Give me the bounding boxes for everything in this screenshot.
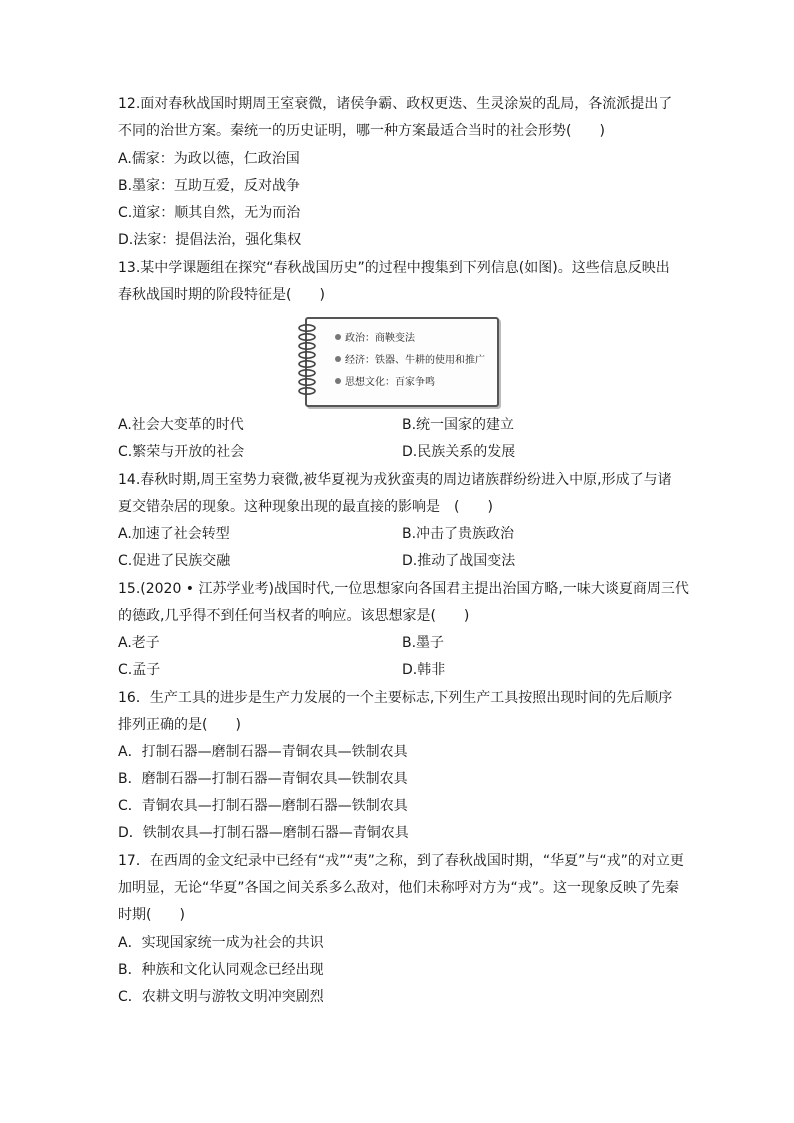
q13-option-b: B.统一国家的建立 [402, 417, 515, 433]
q13-option-a: A.社会大变革的时代 [118, 417, 244, 433]
q16-stem-line-2: 排列正确的是( ) [118, 717, 241, 733]
q12-stem-line-1: 12.面对春秋战国时期周王室衰微，诸侯争霸、政权更迭、生灵涂炭的乱局，各流派提出了 [118, 96, 673, 112]
notebook-spiral-icon [295, 323, 319, 399]
bullet-icon [335, 334, 341, 340]
q14-stem-line-1: 14.春秋时期,周王室势力衰微,被华夏视为戎狄蛮夷的周边诸族群纷纷进入中原,形成了与诸 [118, 472, 672, 488]
q14-option-b: B.冲击了贵族政治 [402, 526, 515, 542]
q15-option-d: D.韩非 [402, 662, 446, 678]
q15-option-b: B.墨子 [402, 635, 445, 651]
figure-item-politics: 政治：商鞅变法 [335, 332, 415, 346]
q12-option-d: D.法家：提倡法治，强化集权 [118, 232, 302, 248]
q14-option-d: D.推动了战国变法 [402, 553, 516, 569]
q15-option-c: C.孟子 [118, 662, 161, 678]
q13-option-d: D.民族关系的发展 [402, 444, 516, 460]
q14-stem-line-2: 夏交错杂居的现象。这种现象出现的最直接的影响是 ( ) [118, 499, 493, 515]
q13-stem-line-1: 13.某中学课题组在探究“春秋战国历史”的过程中搜集到下列信息(如图)。这些信息反映出 [118, 260, 670, 276]
q13-stem-line-2: 春秋战国时期的阶段特征是( ) [118, 287, 325, 303]
q17-stem-line-1: 17．在西周的金文纪录中已经有“戎”“夷”之称，到了春秋战国时期，“华夏”与“戎”的对立更 [118, 853, 684, 869]
q17-stem-line-2: 加明显，无论“华夏”各国之间关系多么敌对，他们未称呼对方为“戎”。这一现象反映了先秦 [118, 880, 680, 896]
q16-option-c: C．青铜农具—打制石器—磨制石器—铁制农具 [118, 798, 408, 814]
q14-option-c: C.促进了民族交融 [118, 553, 231, 569]
q17-option-b: B．种族和文化认同观念已经出现 [118, 962, 324, 978]
q17-option-a: A．实现国家统一成为社会的共识 [118, 935, 324, 951]
bullet-icon [335, 356, 341, 362]
figure-item-culture: 思想文化：百家争鸣 [335, 376, 435, 390]
q15-stem-line-2: 的德政,几乎得不到任何当权者的响应。该思想家是( ) [118, 608, 470, 624]
bullet-icon [335, 378, 341, 384]
q12-stem-line-2: 不同的治世方案。秦统一的历史证明，哪一种方案最适合当时的社会形势( ) [118, 123, 605, 139]
notebook-figure [295, 317, 497, 405]
q12-option-a: A.儒家：为政以德，仁政治国 [118, 151, 300, 167]
figure-item-economy: 经济：铁器、牛耕的使用和推广 [335, 354, 485, 368]
q16-stem-line-1: 16．生产工具的进步是生产力发展的一个主要标志,下列生产工具按照出现时间的先后顺序 [118, 690, 673, 706]
q15-option-a: A.老子 [118, 635, 160, 651]
q12-option-c: C.道家：顺其自然，无为而治 [118, 205, 301, 221]
q17-stem-line-3: 时期( ) [118, 907, 185, 923]
q14-option-a: A.加速了社会转型 [118, 526, 230, 542]
q16-option-b: B．磨制石器—打制石器—青铜农具—铁制农具 [118, 771, 408, 787]
q15-stem-line-1: 15.(2020 • 江苏学业考)战国时代,一位思想家向各国君主提出治国方略,一味大谈夏商周三代 [118, 581, 689, 597]
q16-option-d: D．铁制农具—打制石器—磨制石器—青铜农具 [118, 825, 409, 841]
q13-option-c: C.繁荣与开放的社会 [118, 444, 245, 460]
q17-option-c: C．农耕文明与游牧文明冲突剧烈 [118, 989, 324, 1005]
q12-option-b: B.墨家：互助互爱，反对战争 [118, 178, 301, 194]
q16-option-a: A．打制石器—磨制石器—青铜农具—铁制农具 [118, 744, 408, 760]
